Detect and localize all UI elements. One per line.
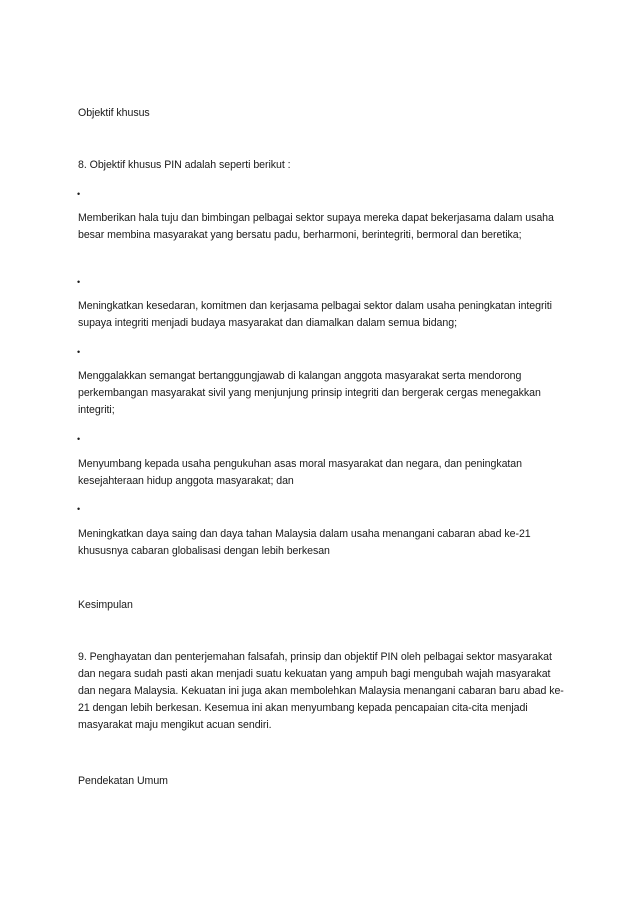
heading-pendekatan-umum: Pendekatan Umum — [78, 775, 168, 787]
heading-objektif-khusus: Objektif khusus — [78, 107, 150, 119]
bullet-text-5: Meningkatkan daya saing dan daya tahan Malaysia dalam usaha menangani cabaran abad ke-21 khususnya cabaran globalisasi dengan lebih berkesan — [78, 528, 531, 557]
bullet-text-4: Menyumbang kepada usaha pengukuhan asas moral masyarakat dan negara, dan peningkatan kesejahteraan hidup anggota masyarakat; dan — [78, 458, 522, 487]
bullet-marker-2: • — [77, 277, 81, 287]
bullet-marker-3: • — [77, 347, 81, 357]
bullet-text-2: Meningkatkan kesedaran, komitmen dan kerjasama pelbagai sektor dalam usaha peningkatan integriti supaya integriti menjadi budaya masyarakat dan diamalkan dalam semua bidang; — [78, 300, 552, 329]
item-8-intro: 8. Objektif khusus PIN adalah seperti berikut : — [78, 159, 291, 171]
item-9-text: 9. Penghayatan dan penterjemahan falsafah, prinsip dan objektif PIN oleh pelbagai sektor masyarakat dan negara sudah pasti akan menjadi suatu kekuatan yang ampuh bagi mengubah wajah masyarakat dan negara Malaysia. Kekuatan ini juga akan membolehkan Malaysia menangani cabaran baru abad ke-21 dengan lebih berkesan. Kesemua ini akan menyumbang kepada pencapaian cita-cita menjadi masyarakat maju mengikut acuan sendiri. — [78, 651, 564, 731]
bullet-marker-5: • — [77, 504, 81, 514]
bullet-text-3: Menggalakkan semangat bertanggungjawab di kalangan anggota masyarakat serta mendorong perkembangan masyarakat sivil yang menjunjung prinsip integriti dan bergerak cergas menegakkan integriti; — [78, 370, 541, 416]
bullet-marker-1: • — [77, 189, 81, 199]
bullet-marker-4: • — [77, 434, 81, 444]
heading-kesimpulan: Kesimpulan — [78, 599, 133, 611]
bullet-text-1: Memberikan hala tuju dan bimbingan pelbagai sektor supaya mereka dapat bekerjasama dalam usaha besar membina masyarakat yang bersatu padu, berharmoni, berintegriti, bermoral dan beretika; — [78, 212, 554, 241]
